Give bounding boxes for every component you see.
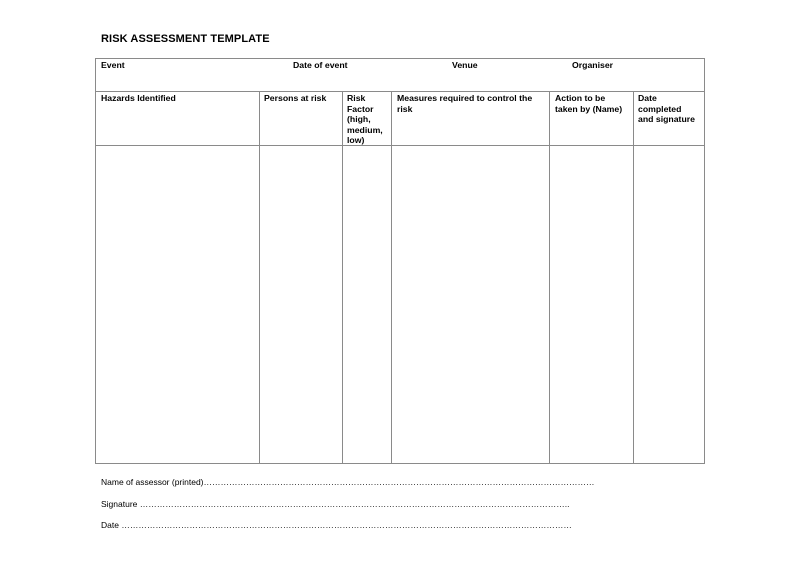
measures-header: Measures required to control the risk <box>397 93 533 114</box>
risk-factor-header: Risk Factor (high, medium, low) <box>347 93 383 145</box>
date-of-event-label: Date of event <box>293 60 348 70</box>
venue-label: Venue <box>452 60 478 70</box>
column-divider <box>633 91 634 463</box>
risk-assessment-table <box>95 58 705 464</box>
column-divider <box>342 91 343 463</box>
page-title: RISK ASSESSMENT TEMPLATE <box>101 33 270 45</box>
action-header: Action to be taken by (Name) <box>555 93 623 114</box>
event-label: Event <box>101 60 125 70</box>
body-divider <box>96 145 704 146</box>
column-divider <box>549 91 550 463</box>
assessor-name-field: Name of assessor (printed)………………………………………………………………………………………………………………………… <box>101 477 595 487</box>
hazards-header: Hazards Identified <box>101 93 176 103</box>
column-divider <box>259 91 260 463</box>
column-divider <box>391 91 392 463</box>
date-field: Date …………………………………………………………………………………………………………………………………………… <box>101 520 572 530</box>
date-completed-header: Date completed and signature <box>638 93 695 124</box>
header-divider <box>96 91 704 92</box>
persons-at-risk-header: Persons at risk <box>264 93 327 103</box>
signature-field: Signature …………………………………………………………………………………………………………………………………….. <box>101 499 570 509</box>
organiser-label: Organiser <box>572 60 614 70</box>
